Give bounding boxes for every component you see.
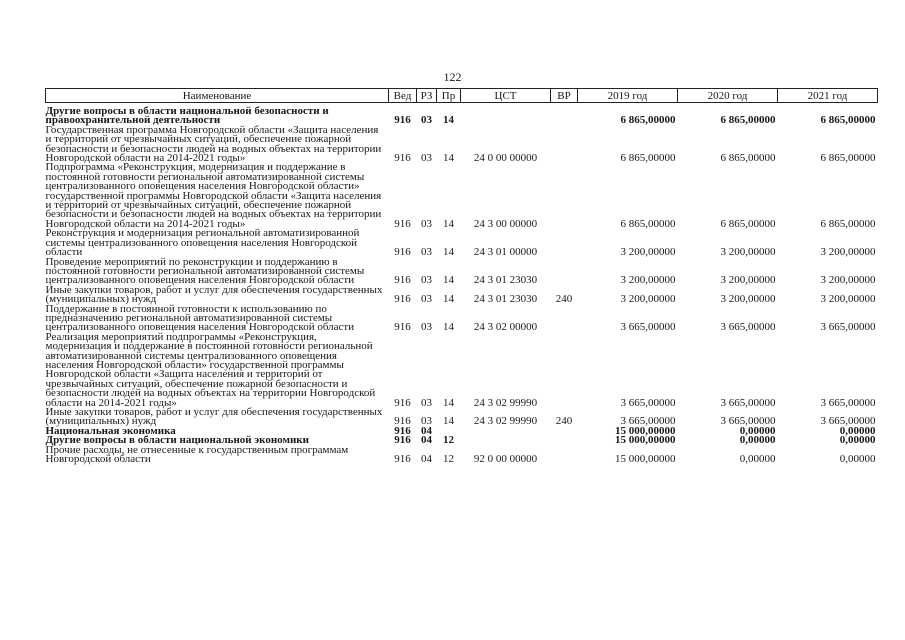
cell-rz: 04 xyxy=(421,453,432,466)
header-2020: 2020 год xyxy=(678,89,778,103)
cell-pr: 14 xyxy=(443,293,454,306)
cell-name: Подпрограмма «Реконструкция, модернизация и поддержание в постоянной готовности региональной автоматизированной системы централизованного оповещения населения Новгородской области» государственной программы Новгородской области «Защита населения и территорий от чрезвычайных ситуаций, обеспечение пожарной безопасности и безопасности людей на водных объектах на территории Новгородской области на 2014-2021 годы» xyxy=(45,161,382,230)
cell-cst xyxy=(461,427,551,436)
cell-ved: 916 xyxy=(394,321,411,334)
table-row xyxy=(46,258,878,286)
cell-cst: 24 3 01 23030 xyxy=(473,293,538,306)
cell-y2019: 6 865,00000 xyxy=(620,217,676,230)
cell-name: Другие вопросы в области национальной экономики xyxy=(45,434,309,447)
cell-cst: 24 3 02 99990 xyxy=(473,396,538,409)
cell-ved: 916 xyxy=(394,453,411,466)
cell-vr xyxy=(551,103,578,126)
table-row xyxy=(46,286,878,305)
cell-vr xyxy=(551,126,578,164)
cell-ved: 916 xyxy=(394,293,411,306)
cell-cst: 24 0 00 00000 xyxy=(473,152,538,165)
cell-vr xyxy=(551,163,578,229)
cell-name: Национальная экономика xyxy=(45,424,176,437)
cell-y2020: 3 200,00000 xyxy=(720,293,776,306)
table-row xyxy=(46,229,878,257)
cell-pr: 12 xyxy=(443,453,454,466)
cell-y2020: 3 665,00000 xyxy=(720,415,776,428)
cell-ved: 916 xyxy=(394,396,411,409)
cell-y2019: 15 000,00000 xyxy=(615,453,676,466)
cell-y2020: 6 865,00000 xyxy=(720,217,776,230)
cell-ved: 916 xyxy=(394,424,411,437)
cell-y2020: 6 865,00000 xyxy=(720,152,776,165)
cell-name: Государственная программа Новгородской области «Защита населения и территорий от чрезвычайных ситуаций, обеспечение пожарной безопасности и безопасности людей на водных объектах на территории Новгородской области на 2014-2021 годы» xyxy=(45,123,382,165)
cell-y2019: 15 000,00000 xyxy=(615,424,676,437)
cell-y2021: 0,00000 xyxy=(839,424,876,437)
budget-table xyxy=(45,88,878,464)
cell-vr xyxy=(551,258,578,286)
cell-y2021: 6 865,00000 xyxy=(820,217,876,230)
cell-rz: 03 xyxy=(421,152,432,165)
cell-ved: 916 xyxy=(394,152,411,165)
cell-vr xyxy=(551,446,578,465)
header-name: Наименование xyxy=(46,89,389,103)
header-vr: ВР xyxy=(551,89,578,103)
cell-pr: 14 xyxy=(443,114,454,127)
table-row xyxy=(46,333,878,408)
table-row xyxy=(46,126,878,164)
cell-ved: 916 xyxy=(394,274,411,287)
table-body xyxy=(46,103,878,465)
cell-pr: 14 xyxy=(443,274,454,287)
cell-rz: 04 xyxy=(421,434,432,447)
header-2021: 2021 год xyxy=(778,89,878,103)
cell-y2020: 3 200,00000 xyxy=(720,274,776,287)
cell-vr xyxy=(551,305,578,333)
cell-y2019: 15 000,00000 xyxy=(615,434,676,447)
cell-y2021: 6 865,00000 xyxy=(820,114,876,127)
header-ved: Вед xyxy=(389,89,417,103)
cell-y2020: 6 865,00000 xyxy=(720,114,776,127)
cell-y2019: 3 200,00000 xyxy=(620,246,676,259)
cell-ved: 916 xyxy=(394,246,411,259)
cell-rz: 03 xyxy=(421,246,432,259)
table-header xyxy=(46,89,878,103)
cell-y2021: 3 200,00000 xyxy=(820,293,876,306)
header-pr: Пр xyxy=(437,89,461,103)
cell-vr xyxy=(551,229,578,257)
cell-cst: 24 3 01 00000 xyxy=(473,246,538,259)
cell-vr xyxy=(551,427,578,436)
cell-cst xyxy=(461,103,551,126)
cell-y2020: 3 665,00000 xyxy=(720,321,776,334)
cell-y2020: 0,00000 xyxy=(739,424,776,437)
cell-y2019: 6 865,00000 xyxy=(620,152,676,165)
cell-y2019: 3 200,00000 xyxy=(620,293,676,306)
cell-rz: 03 xyxy=(421,396,432,409)
cell-rz: 03 xyxy=(421,293,432,306)
cell-pr: 14 xyxy=(443,396,454,409)
header-2019: 2019 год xyxy=(578,89,678,103)
cell-y2020: 0,00000 xyxy=(739,434,776,447)
cell-pr: 14 xyxy=(443,321,454,334)
cell-y2021: 3 665,00000 xyxy=(820,321,876,334)
cell-cst: 92 0 00 00000 xyxy=(473,453,538,466)
cell-cst xyxy=(461,436,551,445)
cell-pr: 14 xyxy=(443,217,454,230)
table-row xyxy=(46,408,878,427)
cell-ved: 916 xyxy=(394,415,411,428)
cell-rz: 03 xyxy=(421,114,432,127)
cell-pr: 14 xyxy=(443,246,454,259)
header-cst: ЦСТ xyxy=(461,89,551,103)
cell-y2020: 0,00000 xyxy=(739,453,776,466)
cell-y2021: 3 200,00000 xyxy=(820,246,876,259)
cell-rz: 03 xyxy=(421,274,432,287)
cell-y2021: 0,00000 xyxy=(839,434,876,447)
cell-vr: 240 xyxy=(555,415,573,428)
cell-name: Иные закупки товаров, работ и услуг для обеспечения государственных (муниципальных) нужд xyxy=(45,283,383,306)
cell-ved: 916 xyxy=(394,114,411,127)
cell-name: Поддержание в постоянной готовности к использованию по предназначению региональной автоматизированной системы централизованного оповещения населения Новгородской области xyxy=(45,302,355,334)
cell-cst: 24 3 02 99990 xyxy=(473,415,538,428)
cell-cst: 24 3 02 00000 xyxy=(473,321,538,334)
cell-vr xyxy=(551,333,578,408)
cell-vr xyxy=(551,436,578,445)
cell-y2021: 6 865,00000 xyxy=(820,152,876,165)
table-row xyxy=(46,103,878,126)
cell-name: Проведение мероприятий по реконструкции и поддержанию в постоянной готовности региональной автоматизированной системы централизованного оповещения населения Новгородской области xyxy=(45,255,365,287)
cell-name: Реконструкция и модернизация региональной автоматизированной системы централизованного оповещения населения Новгородской области xyxy=(45,227,360,259)
table-row xyxy=(46,446,878,465)
cell-y2019: 3 665,00000 xyxy=(620,415,676,428)
cell-rz: 03 xyxy=(421,415,432,428)
cell-cst: 24 3 01 23030 xyxy=(473,274,538,287)
cell-cst: 24 3 00 00000 xyxy=(473,217,538,230)
cell-y2021: 3 665,00000 xyxy=(820,415,876,428)
cell-y2019: 3 665,00000 xyxy=(620,396,676,409)
cell-y2019: 6 865,00000 xyxy=(620,114,676,127)
table-row xyxy=(46,305,878,333)
cell-pr: 14 xyxy=(443,152,454,165)
page-number: 122 xyxy=(443,70,462,84)
cell-vr: 240 xyxy=(555,293,573,306)
cell-pr: 12 xyxy=(443,434,454,447)
cell-name: Иные закупки товаров, работ и услуг для обеспечения государственных (муниципальных) нужд xyxy=(45,406,383,428)
cell-ved: 916 xyxy=(394,217,411,230)
cell-ved: 916 xyxy=(394,434,411,447)
cell-rz: 03 xyxy=(421,217,432,230)
cell-y2021: 0,00000 xyxy=(839,453,876,466)
cell-name: Другие вопросы в области национальной безопасности и правоохранительной деятельности xyxy=(45,105,329,127)
cell-y2021: 3 665,00000 xyxy=(820,396,876,409)
cell-y2021: 3 200,00000 xyxy=(820,274,876,287)
cell-rz: 04 xyxy=(421,424,432,437)
cell-rz: 03 xyxy=(421,321,432,334)
cell-pr: 14 xyxy=(443,415,454,428)
table-row xyxy=(46,163,878,229)
header-rz: РЗ xyxy=(417,89,437,103)
cell-y2020: 3 200,00000 xyxy=(720,246,776,259)
cell-y2019: 3 665,00000 xyxy=(620,321,676,334)
cell-name: Прочие расходы, не отнесенные к государственным программам Новгородской области xyxy=(45,443,349,466)
cell-y2020: 3 665,00000 xyxy=(720,396,776,409)
cell-y2019: 3 200,00000 xyxy=(620,274,676,287)
cell-name: Реализация мероприятий подпрограммы «Реконструкция, модернизация и поддержание в постоянной готовности региональной автоматизированной системы централизованного оповещения населения Новгородской области» государственной программы Новгородской области «Защита населения и территорий от чрезвычайных ситуаций, обеспечение пожарной безопасности и безопасности людей на водных объектах на территории Новгородской области на 2014-2021 годы» xyxy=(45,330,376,409)
